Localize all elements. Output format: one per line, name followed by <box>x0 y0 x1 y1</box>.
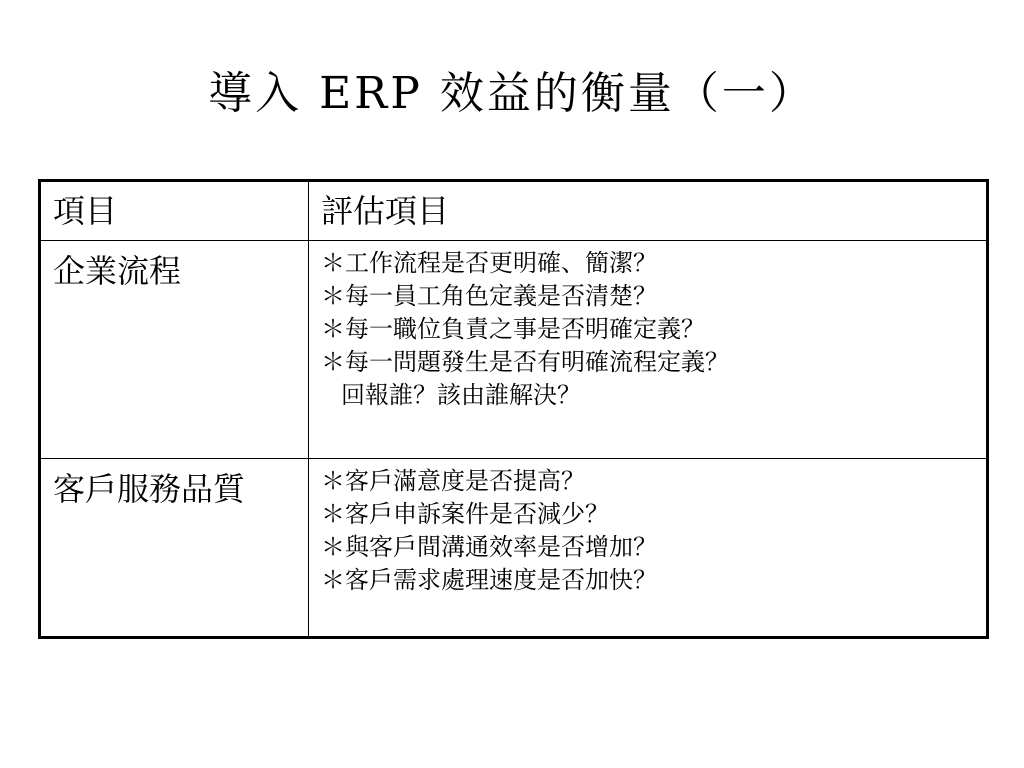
category-cell: 企業流程 <box>40 241 309 459</box>
evaluation-item: ＊客戶申訴案件是否減少？ <box>321 500 609 528</box>
evaluation-item: ＊工作流程是否更明確、簡潔？ <box>321 249 657 277</box>
evaluation-item: ＊客戶需求處理速度是否加快？ <box>321 566 657 594</box>
evaluation-item: ＊與客戶間溝通效率是否增加？ <box>321 533 657 561</box>
table-header-row <box>40 181 988 241</box>
table-row <box>40 241 988 459</box>
evaluation-item: ＊每一員工角色定義是否清楚？ <box>321 282 657 310</box>
category-cell: 客戶服務品質 <box>40 459 309 638</box>
evaluation-item: ＊客戶滿意度是否提高？ <box>321 467 585 495</box>
evaluation-item: ＊每一職位負責之事是否明確定義？ <box>321 315 705 343</box>
slide-title: 導入 ERP 效益的衡量（一） <box>208 68 816 119</box>
header-item: 項目 <box>40 181 309 241</box>
header-evaluation-item: 評估項目 <box>309 181 988 241</box>
evaluation-items-cell <box>309 459 988 638</box>
table-row <box>40 459 988 638</box>
evaluation-item: ＊每一問題發生是否有明確流程定義？ <box>321 348 729 376</box>
evaluation-item-continuation: 回報誰？該由誰解決？ <box>341 381 581 409</box>
evaluation-items-cell <box>309 241 988 459</box>
evaluation-table <box>38 179 989 639</box>
